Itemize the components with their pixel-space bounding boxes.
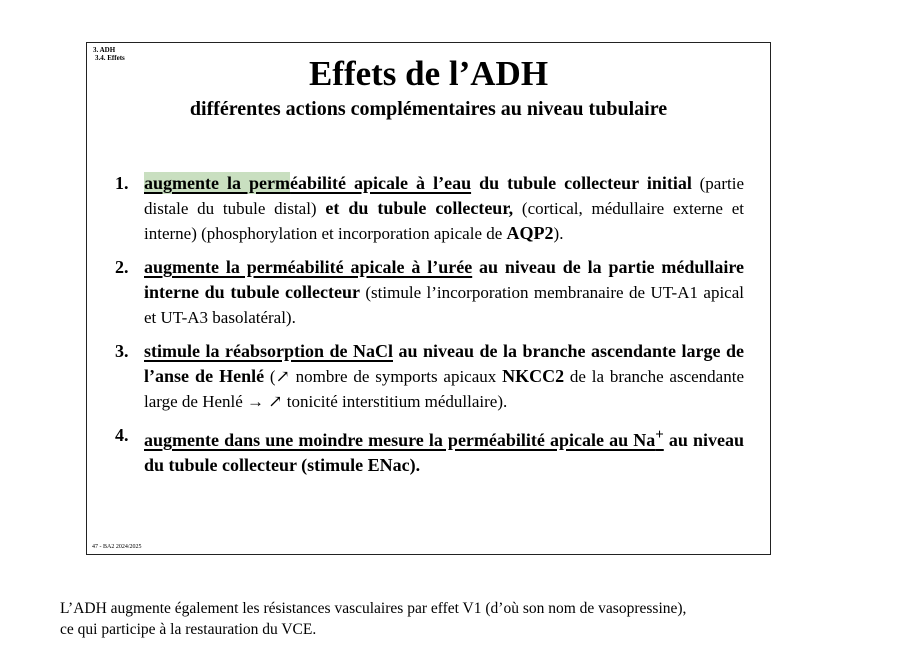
slide [86, 42, 771, 555]
item-lead: augmente la perméabilité apicale à l’eau [144, 173, 472, 193]
slide-subtitle: différentes actions complémentaires au niveau tubulaire [189, 98, 668, 120]
item-number: 1. [115, 173, 129, 193]
note-line: ce qui participe à la restauration du VCE. [60, 621, 317, 638]
list-item: 2. augmente la perméabilité apicale à l’urée au niveau de la partie médullaire interne du tubule collecteur (stimule l’incorporation membranaire de UT-A1 apical et UT-A3 basolatéral). [115, 257, 744, 327]
speaker-note [60, 598, 860, 640]
list-item: 4. augmente dans une moindre mesure la perméabilité apicale au Na+ au niveau du tubule collecteur (stimule ENac). [115, 425, 744, 475]
breadcrumb-section: 3. ADH [93, 46, 116, 54]
item-lead: stimule la réabsorption de NaCl [144, 341, 393, 361]
slide-title: Effets de l’ADH [308, 54, 549, 93]
item-number: 4. [115, 425, 129, 445]
item-number: 2. [115, 257, 129, 277]
effects-list [115, 171, 744, 487]
list-item: 1. augmente la perméabilité apicale à l’eau du tubule collecteur initial (partie distale du tubule distal) et du tubule collecteur, (cortical, médullaire externe et interne) (phosphorylation et incorporation apicale de AQP2). [115, 173, 744, 243]
highlighted-text: augmente la perm [144, 173, 291, 193]
item-number: 3. [115, 341, 129, 361]
note-line: L’ADH augmente également les résistances vasculaires par effet V1 (d’où son nom de vasopressine), [60, 600, 687, 617]
item-lead: augmente dans une moindre mesure la perméabilité apicale au Na+ [144, 427, 664, 450]
list-item: 3. stimule la réabsorption de NaCl au niveau de la branche ascendante large de l’anse de Henlé (↗ nombre de symports apicaux NKCC2 de la branche ascendante large de Henlé → ↗ tonicité interstitium médullaire). [115, 341, 744, 411]
item-lead: augmente la perméabilité apicale à l’urée [144, 257, 473, 277]
breadcrumb-subsection: 3.4. Effets [95, 54, 125, 62]
slide-footer: 47 - BA2 2024/2025 [92, 544, 142, 550]
